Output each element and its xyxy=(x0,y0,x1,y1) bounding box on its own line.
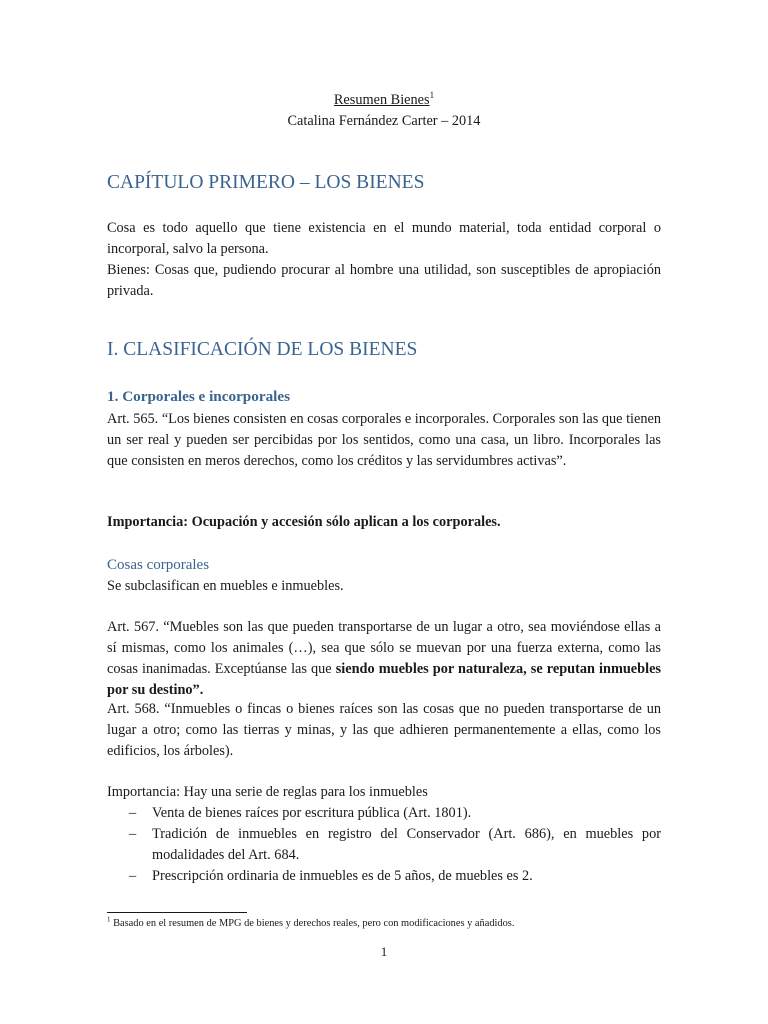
footnote-separator xyxy=(107,912,247,913)
article-567-text: Art. 567. “Muebles son las que pueden transportarse de un lugar a otro, sea moviéndose ellas a sí mismas, como los animales (…), sea que sólo se muevan por una fuerza externa, como las cosas inanimadas. Exceptúanse las que xyxy=(107,619,661,677)
list-item-text: Tradición de inmuebles en registro del Conservador (Art. 686), en muebles por modalidades del Art. 684. xyxy=(152,825,661,863)
rules-list xyxy=(107,803,661,887)
footnote-number: 1 xyxy=(107,915,111,924)
footnote xyxy=(107,917,667,931)
dash-marker: – xyxy=(129,825,137,842)
subclassification-line: Se subclasifican en muebles e inmuebles. xyxy=(107,578,344,594)
page-number: 1 xyxy=(380,944,388,959)
article-568: Art. 568. “Inmuebles o fincas o bienes raíces son las cosas que no pueden transportarse de un lugar a otro; como las tierras y minas, y las que adhieren permanentemente a ellas, como los edificios, los árboles). xyxy=(107,701,661,759)
dash-marker: – xyxy=(129,867,137,884)
list-item-text: Prescripción ordinaria de inmuebles es de 5 años, de muebles es 2. xyxy=(152,867,533,884)
section-heading: I. CLASIFICACIÓN DE LOS BIENES xyxy=(107,339,418,360)
title-text: Resumen Bienes xyxy=(333,92,430,108)
subsection-heading: 1. Corporales e incorporales xyxy=(107,388,291,405)
intro-paragraph-cosa: Cosa es todo aquello que tiene existencia en el mundo material, toda entidad corporal o incorporal, salvo la persona. xyxy=(107,220,661,257)
article-567-bold-text: siendo muebles por naturaleza, se reputan inmuebles por su destino”. xyxy=(107,660,661,698)
chapter-heading: CAPÍTULO PRIMERO – LOS BIENES xyxy=(107,172,425,193)
document-title xyxy=(107,90,661,111)
article-565: Art. 565. “Los bienes consisten en cosas corporales e incorporales. Corporales son las que tienen un ser real y pueden ser percibidas por los sentidos, como una casa, un libro. Incorporales las que consisten en meros derechos, como los créditos y las servidumbres activas”. xyxy=(107,411,661,469)
cosas-corporales-heading: Cosas corporales xyxy=(107,557,210,573)
dash-marker: – xyxy=(129,805,137,821)
footnote-text: Basado en el resumen de MPG de bienes y derechos reales, pero con modificaciones y añadidos. xyxy=(110,918,515,929)
importance-rules-line: Importancia: Hay una serie de reglas para los inmuebles xyxy=(107,784,428,800)
importance-statement: Importancia: Ocupación y accesión sólo aplican a los corporales. xyxy=(107,514,501,530)
article-567 xyxy=(107,617,661,701)
title-footnote-ref: 1 xyxy=(429,90,435,101)
intro-paragraph-bienes: Bienes: Cosas que, pudiendo procurar al hombre una utilidad, son susceptibles de apropiación privada. xyxy=(107,262,661,299)
list-item-text: Venta de bienes raíces por escritura pública (Art. 1801). xyxy=(152,805,472,821)
author-line: Catalina Fernández Carter – 2014 xyxy=(287,113,481,129)
list-item xyxy=(107,824,661,866)
list-item xyxy=(107,803,661,824)
list-item xyxy=(107,866,661,887)
